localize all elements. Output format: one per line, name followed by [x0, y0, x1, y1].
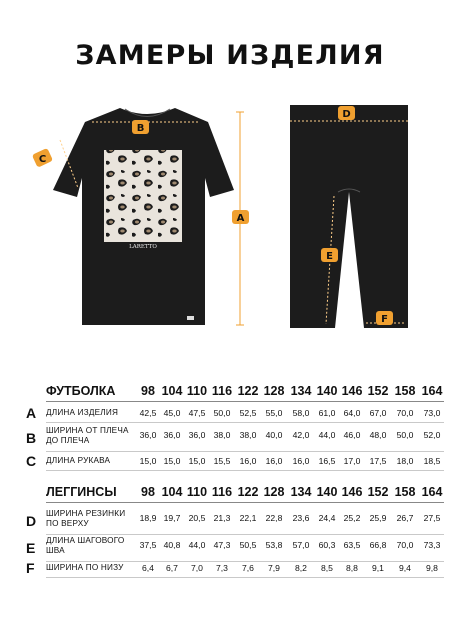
measure-label-line: ШИРИНА РЕЗИНКИ — [46, 509, 126, 518]
measure-letter: C — [26, 453, 37, 469]
measure-value: 25,2 — [343, 513, 361, 523]
size-header: 110 — [186, 384, 208, 398]
row-divider — [46, 534, 444, 535]
measure-value: 47,3 — [213, 540, 231, 550]
measure-value: 50,5 — [239, 540, 257, 550]
table-title: ЛЕГГИНСЫ — [46, 485, 117, 499]
size-header: 134 — [290, 384, 312, 398]
size-header: 134 — [290, 485, 312, 499]
size-header: 104 — [161, 384, 183, 398]
size-header: 140 — [316, 485, 338, 499]
measure-value: 17,5 — [369, 456, 387, 466]
marker-e — [321, 248, 338, 262]
measure-value: 7,6 — [242, 563, 254, 573]
measure-value: 15,0 — [163, 456, 181, 466]
size-header: 98 — [141, 384, 155, 398]
size-header: 146 — [341, 384, 363, 398]
measure-value: 7,0 — [191, 563, 203, 573]
measure-value: 16,0 — [292, 456, 310, 466]
measure-value: 52,0 — [423, 430, 441, 440]
measure-value: 63,5 — [343, 540, 361, 550]
size-header: 152 — [367, 485, 389, 499]
measure-letter: D — [26, 513, 37, 529]
measure-value: 15,5 — [213, 456, 231, 466]
measure-value: 57,0 — [292, 540, 310, 550]
svg-text:F: F — [381, 314, 388, 325]
measure-value: 22,1 — [239, 513, 257, 523]
row-divider — [46, 470, 444, 471]
row-divider — [46, 422, 444, 423]
measure-value: 38,0 — [239, 430, 257, 440]
measure-value: 25,9 — [369, 513, 387, 523]
measure-value: 52,5 — [239, 408, 257, 418]
header-divider — [46, 502, 444, 503]
page-title: ЗАМЕРЫ ИЗДЕЛИЯ — [75, 40, 385, 71]
size-header: 158 — [394, 485, 416, 499]
marker-f — [376, 311, 393, 325]
measure-value: 36,0 — [163, 430, 181, 440]
header-divider — [46, 401, 444, 402]
measure-label-line: ШВА — [46, 546, 65, 555]
measure-value: 8,8 — [346, 563, 358, 573]
size-header: 116 — [211, 485, 233, 499]
size-header: 164 — [421, 485, 443, 499]
measure-value: 46,0 — [343, 430, 361, 440]
measure-value: 15,0 — [139, 456, 157, 466]
measure-value: 73,0 — [423, 408, 441, 418]
measure-value: 9,1 — [372, 563, 384, 573]
marker-a — [232, 210, 249, 224]
measure-value: 58,0 — [292, 408, 310, 418]
svg-text:B: B — [136, 123, 145, 134]
svg-text:A: A — [236, 213, 245, 224]
measure-value: 64,0 — [343, 408, 361, 418]
measure-value: 70,0 — [396, 540, 414, 550]
measure-letter: F — [26, 560, 35, 576]
measure-value: 73,3 — [423, 540, 441, 550]
measure-value: 45,0 — [163, 408, 181, 418]
measure-value: 50,0 — [396, 430, 414, 440]
size-header: 98 — [141, 485, 155, 499]
size-header: 104 — [161, 485, 183, 499]
measure-label-line: ДЛИНА РУКАВА — [46, 456, 111, 465]
measure-value: 27,5 — [423, 513, 441, 523]
measure-value: 24,4 — [318, 513, 336, 523]
row-divider — [46, 561, 444, 562]
measure-value: 18,5 — [423, 456, 441, 466]
measure-value: 8,2 — [295, 563, 307, 573]
svg-text:D: D — [342, 109, 351, 120]
row-divider — [46, 577, 444, 578]
measure-value: 8,5 — [321, 563, 333, 573]
size-header: 128 — [263, 384, 285, 398]
measure-value: 40,0 — [265, 430, 283, 440]
measure-value: 23,6 — [292, 513, 310, 523]
measure-value: 36,0 — [188, 430, 206, 440]
measure-value: 18,9 — [139, 513, 157, 523]
marker-b — [132, 120, 149, 134]
measure-value: 6,7 — [166, 563, 178, 573]
measure-value: 53,8 — [265, 540, 283, 550]
measure-value: 26,7 — [396, 513, 414, 523]
size-header: 110 — [186, 485, 208, 499]
measure-label-line: ДО ПЛЕЧА — [46, 436, 90, 445]
leggings-drawing — [290, 105, 408, 328]
marker-c — [32, 148, 53, 168]
measure-letter: A — [26, 405, 37, 421]
svg-text:C: C — [38, 154, 47, 165]
measure-value: 16,5 — [318, 456, 336, 466]
size-header: 140 — [316, 384, 338, 398]
garment-illustration — [0, 95, 460, 345]
measure-letter: B — [26, 430, 37, 446]
measure-label-line: ШИРИНА ПО НИЗУ — [46, 563, 124, 572]
size-header: 116 — [211, 384, 233, 398]
size-header: 152 — [367, 384, 389, 398]
measure-value: 70,0 — [396, 408, 414, 418]
measure-value: 67,0 — [369, 408, 387, 418]
measure-value: 47,5 — [188, 408, 206, 418]
measure-label-line: ДЛИНА ИЗДЕЛИЯ — [46, 408, 119, 417]
measure-value: 18,0 — [396, 456, 414, 466]
size-header: 128 — [263, 485, 285, 499]
measure-value: 44,0 — [318, 430, 336, 440]
measure-value: 38,0 — [213, 430, 231, 440]
measure-value: 50,0 — [213, 408, 231, 418]
measure-value: 36,0 — [139, 430, 157, 440]
measure-value: 44,0 — [188, 540, 206, 550]
svg-text:E: E — [326, 251, 333, 262]
measure-value: 9,8 — [426, 563, 438, 573]
measure-value: 15,0 — [188, 456, 206, 466]
measure-value: 42,5 — [139, 408, 157, 418]
size-header: 164 — [421, 384, 443, 398]
measure-value: 7,3 — [216, 563, 228, 573]
measure-value: 20,5 — [188, 513, 206, 523]
table-title: ФУТБОЛКА — [46, 384, 116, 398]
measure-label-line: ДЛИНА ШАГОВОГО — [46, 536, 125, 545]
size-header: 122 — [237, 485, 259, 499]
measure-value: 19,7 — [163, 513, 181, 523]
measure-value: 37,5 — [139, 540, 157, 550]
measure-value: 61,0 — [318, 408, 336, 418]
size-header: 122 — [237, 384, 259, 398]
measure-value: 17,0 — [343, 456, 361, 466]
size-header: 146 — [341, 485, 363, 499]
measure-value: 9,4 — [399, 563, 411, 573]
measure-label-line: ШИРИНА ОТ ПЛЕЧА — [46, 426, 129, 435]
measure-label-line: ПО ВЕРХУ — [46, 519, 89, 528]
brand-mark: LARETTO — [129, 244, 157, 250]
measure-value: 42,0 — [292, 430, 310, 440]
row-divider — [46, 451, 444, 452]
measure-value: 55,0 — [265, 408, 283, 418]
measure-value: 7,9 — [268, 563, 280, 573]
marker-d — [338, 106, 355, 120]
measure-value: 22,8 — [265, 513, 283, 523]
measure-letter: E — [26, 540, 36, 556]
measure-value: 40,8 — [163, 540, 181, 550]
measure-value: 66,8 — [369, 540, 387, 550]
measure-value: 21,3 — [213, 513, 231, 523]
tshirt-drawing — [53, 108, 244, 325]
size-header: 158 — [394, 384, 416, 398]
measure-value: 48,0 — [369, 430, 387, 440]
leopard-print-icon — [104, 150, 182, 242]
measure-value: 16,0 — [239, 456, 257, 466]
measure-value: 6,4 — [142, 563, 154, 573]
measure-value: 60,3 — [318, 540, 336, 550]
measure-value: 16,0 — [265, 456, 283, 466]
